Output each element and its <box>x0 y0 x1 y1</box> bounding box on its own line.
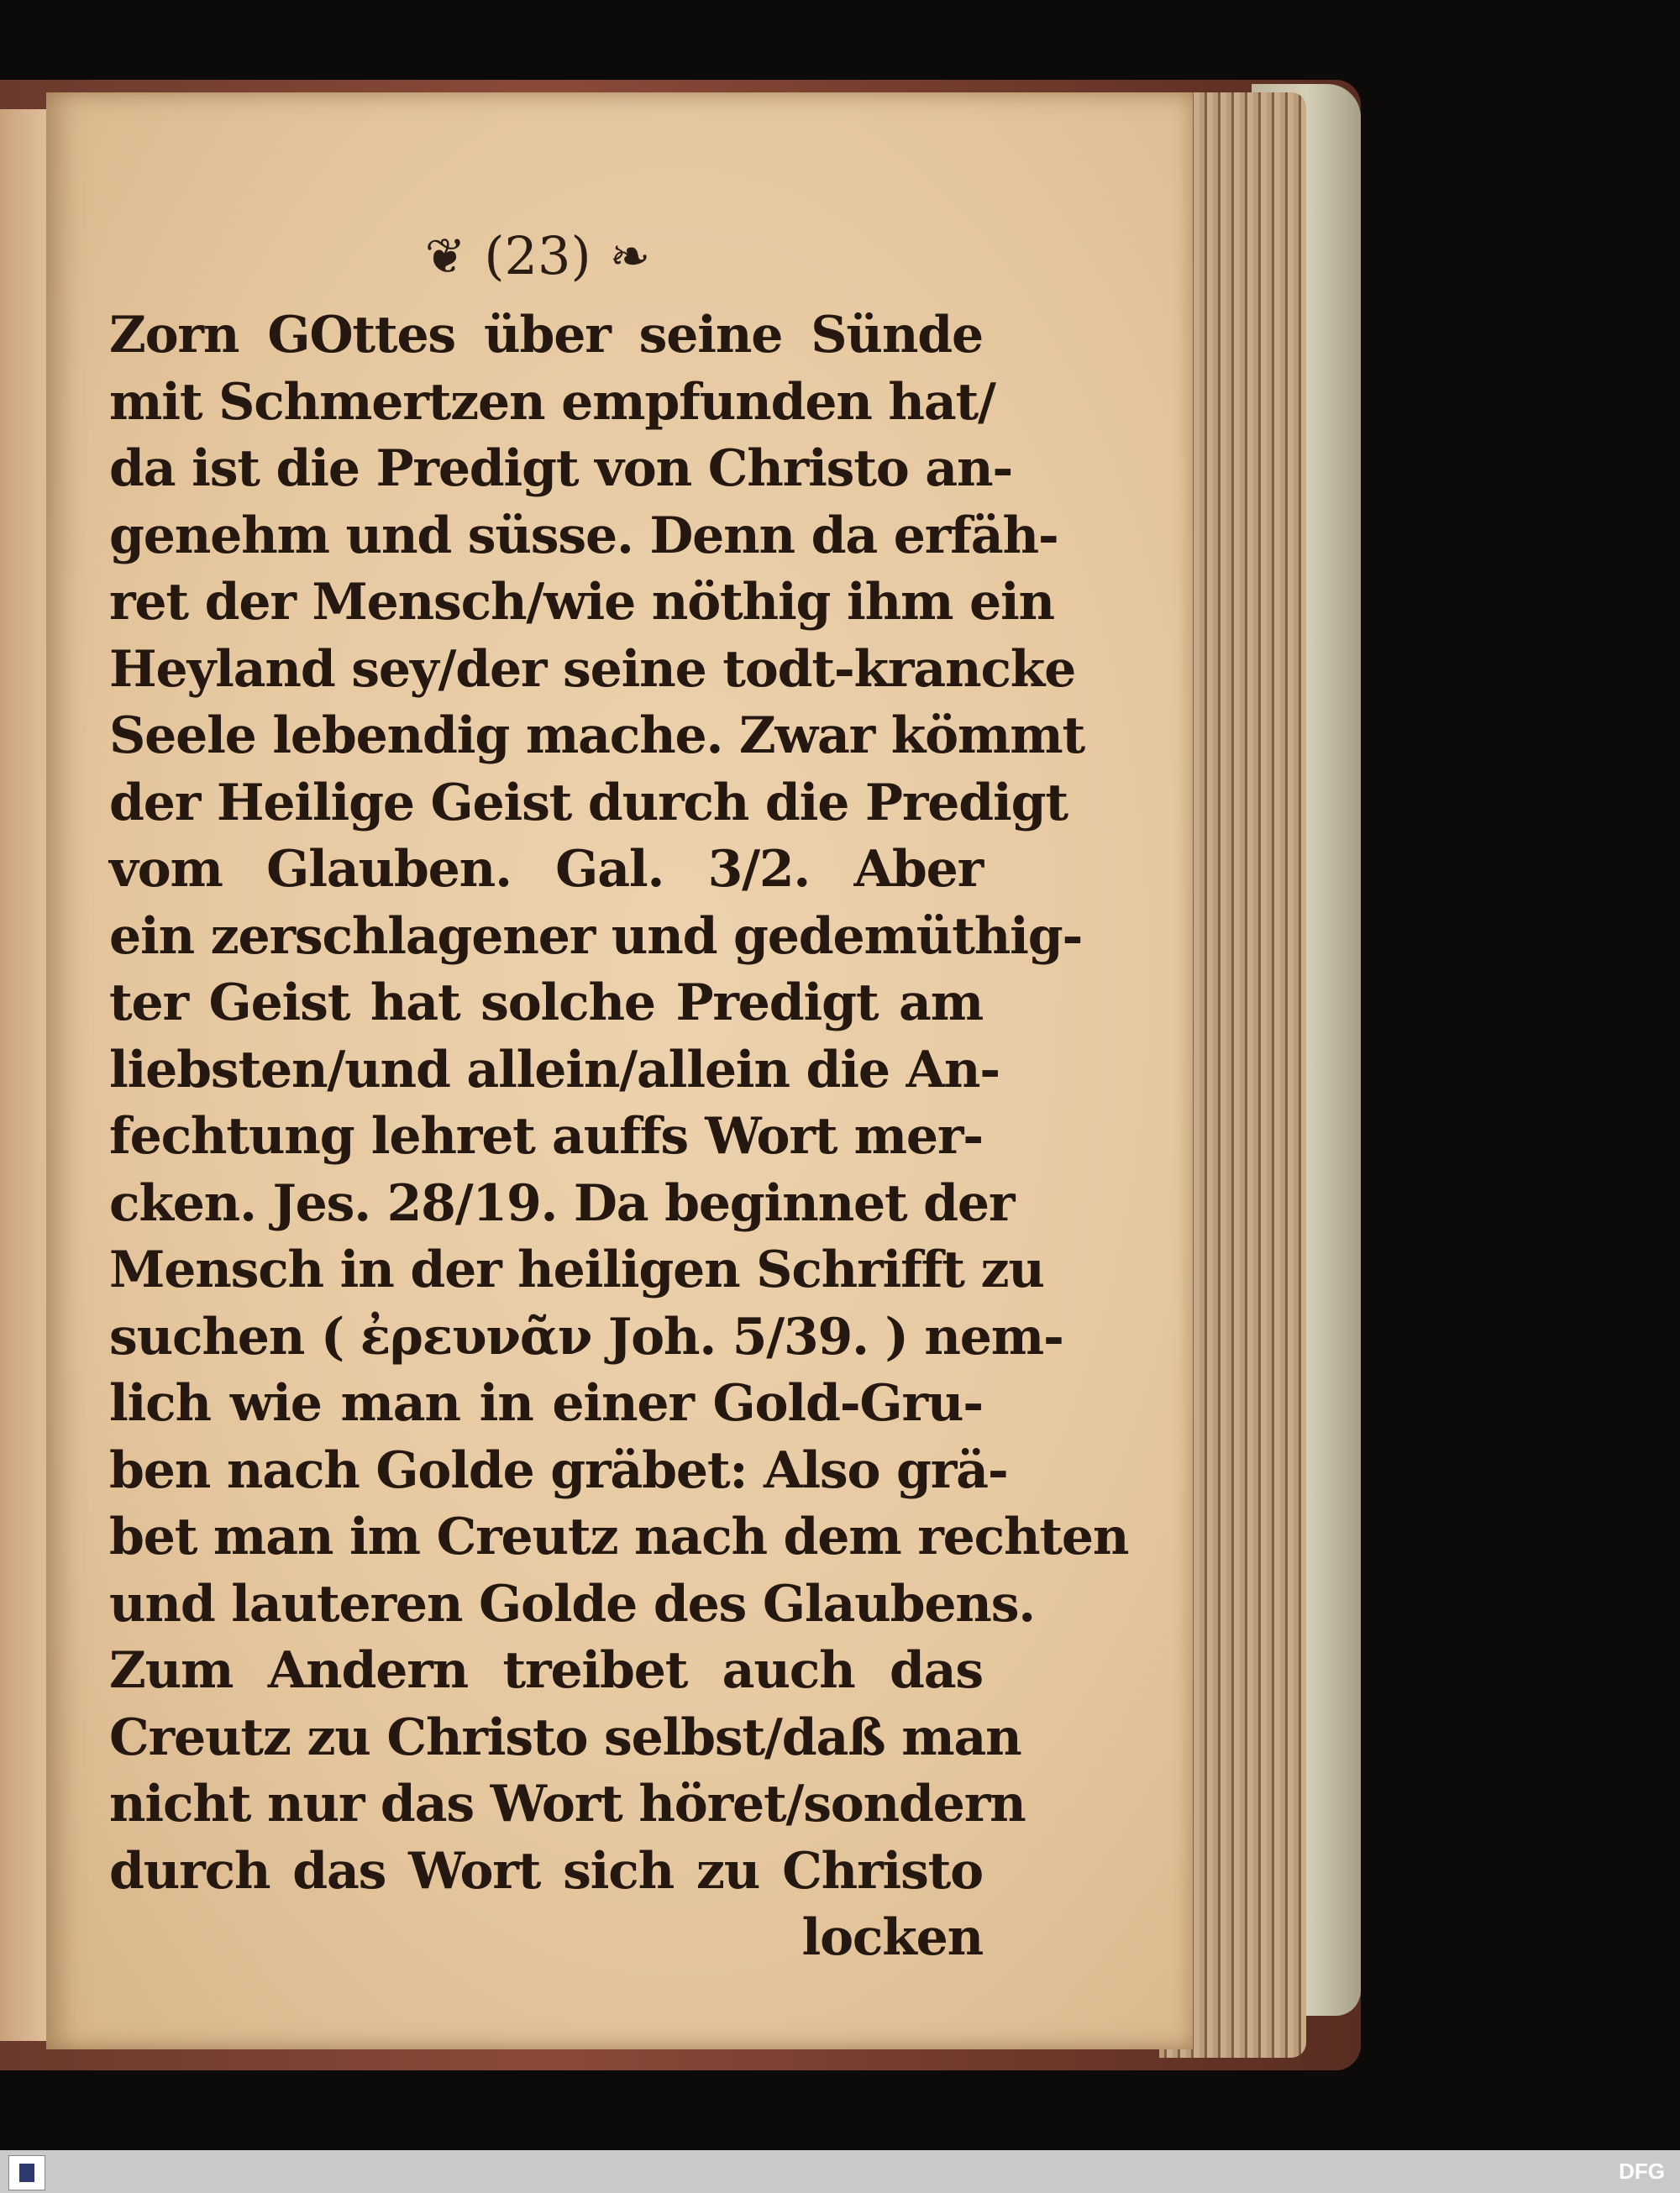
text-line: ter Geist hat solche Predigt am <box>109 973 983 1032</box>
text-line: Heyland sey/der seine todt-krancke <box>109 639 1076 699</box>
text-block <box>109 302 1129 1972</box>
text-line: ein zerschlagener und gedemüthig- <box>109 906 1083 966</box>
text-line: Creutz zu Christo selbst/daß man <box>109 1708 1021 1767</box>
text-line: da ist die Predigt von Christo an- <box>109 439 1013 498</box>
text-line: liebsten/und allein/allein die An- <box>109 1040 1000 1099</box>
text-line: lich wie man in einer Gold-Gru- <box>109 1374 983 1433</box>
text-line: genehm und süsse. Denn da erfäh- <box>109 506 1058 565</box>
text-line: der Heilige Geist durch die Predigt <box>109 773 1068 832</box>
text-line: Seele lebendig mache. Zwar kömmt <box>109 706 1085 765</box>
text-line: fechtung lehret auffs Wort mer- <box>109 1107 983 1166</box>
text-line: nicht nur das Wort höret/sondern <box>109 1775 1026 1834</box>
text-line: bet man im Creutz nach dem rechten <box>109 1508 1129 1566</box>
text-line: ben nach Golde gräbet: Also grä- <box>109 1440 1008 1500</box>
page-number: (23) <box>484 225 591 286</box>
library-logo-icon <box>8 2155 45 2190</box>
text-line: mit Schmertzen empfunden hat/ <box>109 372 995 432</box>
text-line: Zorn GOttes über seine Sünde <box>109 306 983 365</box>
page-header <box>353 218 722 294</box>
text-line: vom Glauben. Gal. 3/2. Aber <box>109 840 983 899</box>
text-line: ret der Mensch/wie nöthig ihm ein <box>109 573 1054 632</box>
text-line: durch das Wort sich zu Christo <box>109 1841 983 1901</box>
ornament-left-icon: ❦ <box>424 228 466 285</box>
ornament-right-icon: ❧ <box>609 228 651 285</box>
text-line: Zum Andern treibet auch das <box>109 1641 983 1700</box>
text-line: Mensch in der heiligen Schrifft zu <box>109 1241 1044 1299</box>
text-line: und lauteren Golde des Glaubens. <box>109 1574 1035 1634</box>
viewer-footer <box>0 2150 1680 2193</box>
text-line: suchen ( ἐρευνᾶν Joh. 5/39. ) nem- <box>109 1307 1063 1367</box>
catchword: locken <box>801 1908 983 1967</box>
left-page-edge <box>0 109 50 2041</box>
funder-label: DFG <box>1619 2159 1665 2184</box>
text-line: cken. Jes. 28/19. Da beginnet der <box>109 1173 1015 1233</box>
